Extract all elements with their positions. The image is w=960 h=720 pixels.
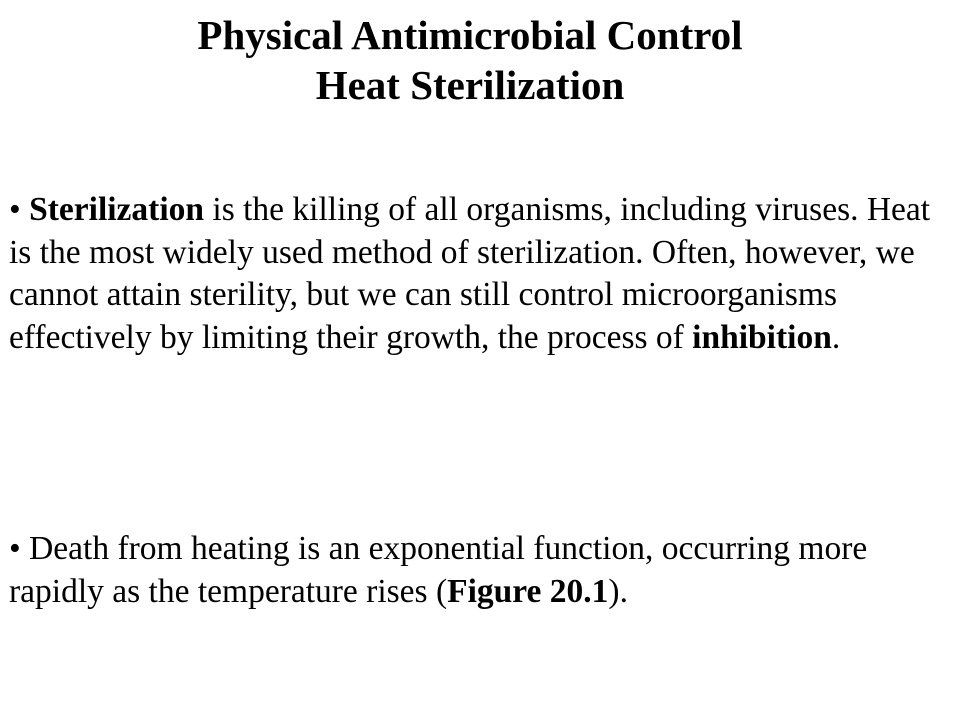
bullet-text: Death from heating is an exponential function, occurring more rapidly as the temperature rises ( [9, 530, 868, 610]
term-inhibition: inhibition [692, 318, 832, 356]
bullet-sterilization [9, 189, 954, 359]
figure-reference: Figure 20.1 [447, 572, 609, 610]
bullet-marker: • [9, 530, 30, 567]
term-sterilization: Sterilization [29, 191, 205, 228]
bullet-text-end: ). [608, 572, 628, 610]
bullet-marker: • [9, 191, 30, 228]
title-line-2: Heat Sterilization [315, 62, 625, 108]
bullet-death-from-heating [9, 528, 954, 613]
slide-title [0, 10, 940, 110]
bullet-text-end: . [831, 318, 841, 356]
title-line-1: Physical Antimicrobial Control [197, 12, 743, 58]
bullet-text: is the killing of all organisms, including viruses. Heat is the most widely used method of sterilization. Often, however, we cannot attain sterility, but we can still control microorganisms effectively by limiting their growth, the process of [9, 191, 931, 356]
